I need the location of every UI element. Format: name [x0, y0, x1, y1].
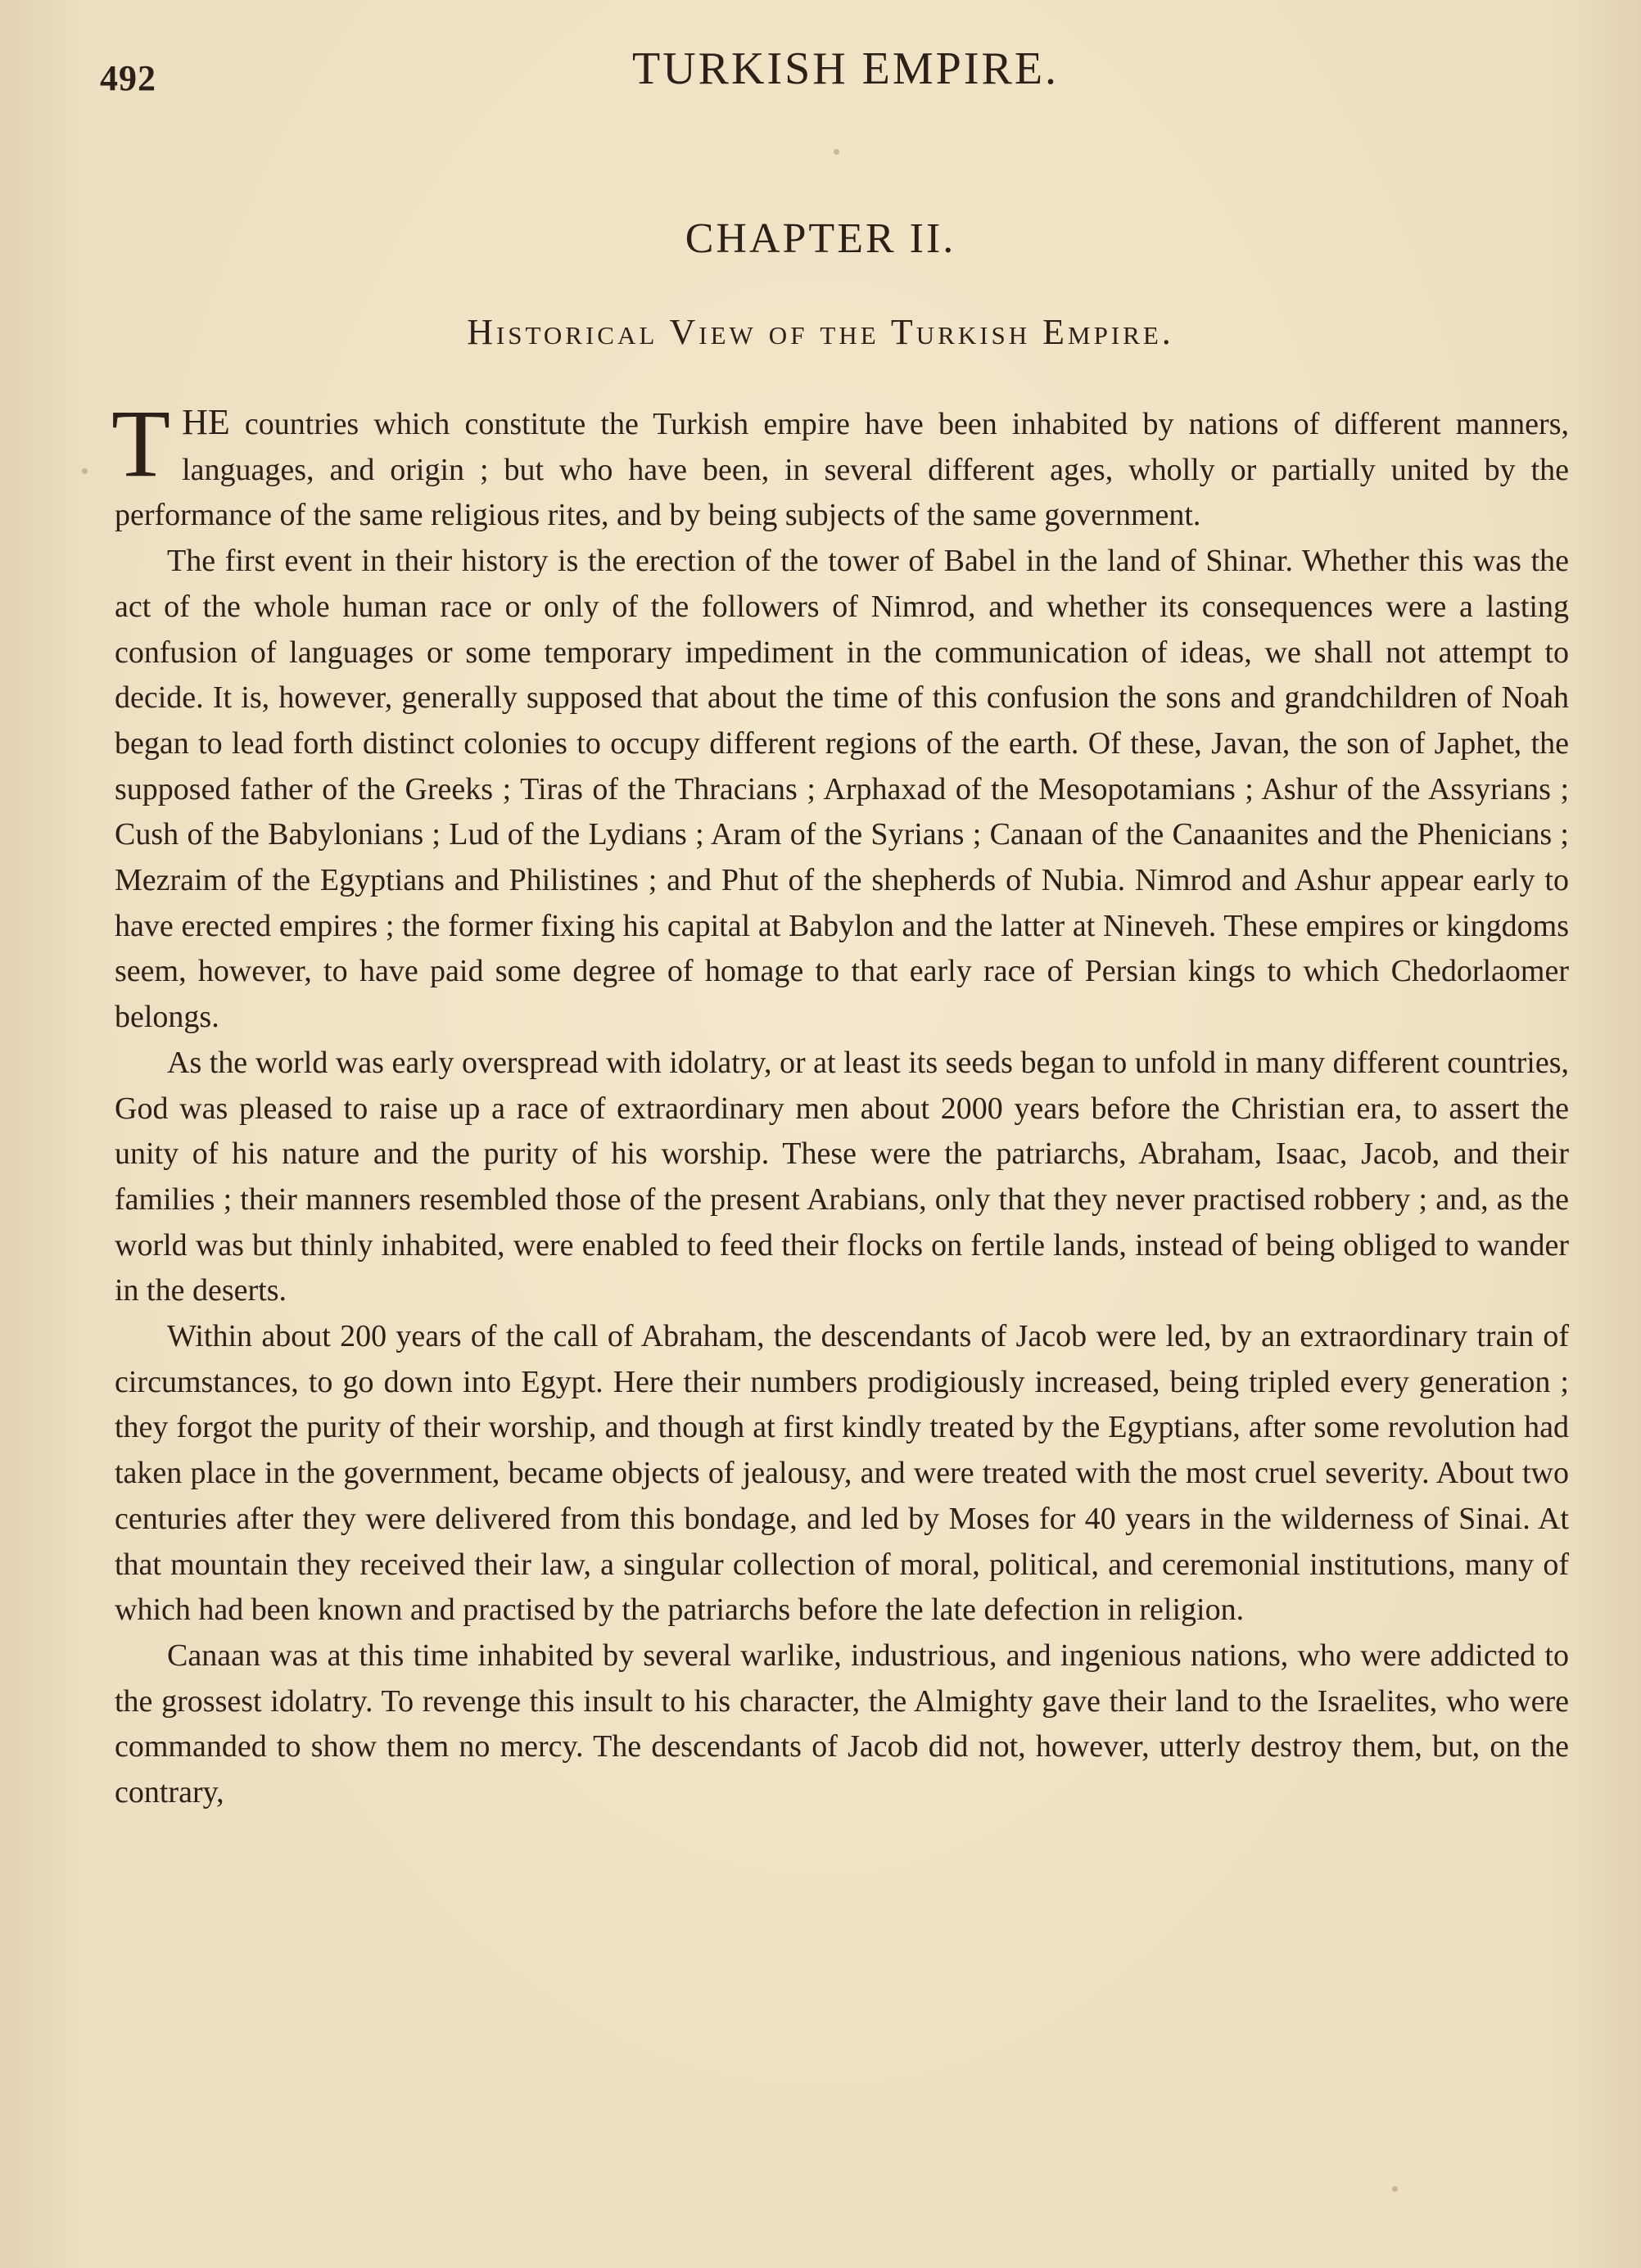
paper-spot: [1392, 2186, 1398, 2192]
paragraph-1-text: countries which constitute the Turkish empire have been inhabited by nations of different manners, languages, and origin ; but who have been, in several different ages, wholly or partially united by the performance of the same religious rites, and by being subjects of the same government.: [115, 407, 1569, 533]
running-title: TURKISH EMPIRE.: [632, 43, 1060, 94]
paragraph-5: Canaan was at this time inhabited by several warlike, industrious, and ingenious nations, who were addicted to the grossest idolatry. To revenge this insult to his character, the Almighty gave their land to the Israelites, who were commanded to show them no mercy. The descendants of Jacob did not, however, utterly destroy them, but, on the contrary,: [115, 1638, 1569, 1810]
paragraph-3: As the world was early overspread with idolatry, or at least its seeds began to unfold in many different countries, God was pleased to raise up a race of extraordinary men about 2000 years before the Christian era, to assert the unity of his nature and the purity of his worship. These were the patriarchs, Abraham, Isaac, Jacob, and their families ; their manners resembled those of the present Arabians, only that they never practised robbery ; and, as the world was but thinly inhabited, were enabled to feed their flocks on fertile lands, instead of being obliged to wander in the deserts.: [115, 1045, 1569, 1308]
paper-spot: [834, 149, 839, 155]
section-title: Historical View of the Turkish Empire.: [467, 312, 1174, 352]
page-number: 492: [100, 58, 156, 98]
paragraph-2: The first event in their history is the erection of the tower of Babel in the land of Shinar. Whether this was the act of the whole human race or only of the followers of Nimrod, and whether its consequences were a lasting confusion of languages or some temporary impediment in the communication of ideas, we shall not attempt to decide. It is, however, generally supposed that about the time of this confusion the sons and grandchildren of Noah began to lead forth distinct colonies to occupy different regions of the earth. Of these, Javan, the son of Japhet, the supposed father of the Greeks ; Tiras of the Thracians ; Arphaxad of the Mesopotamians ; Ashur of the Assyrians ; Cush of the Babylonians ; Lud of the Lydians ; Aram of the Syrians ; Canaan of the Canaanites and the Phenicians ; Mezraim of the Egyptians and Philistines ; and Phut of the shepherds of Nubia. Nimrod and Ashur appear early to have erected empires ; the former fixing his capital at Babylon and the latter at Nineveh. These empires or kingdoms seem, however, to have paid some degree of homage to that early race of Persian kings to which Chedorlaomer belongs.: [115, 544, 1569, 1035]
paragraph-4: Within about 200 years of the call of Abraham, the descendants of Jacob were led, by an extraordinary train of circumstances, to go down into Egypt. Here their numbers prodigiously increased, being tripled every generation ; they forgot the purity of their worship, and though at first kindly treated by the Egyptians, after some revolution had taken place in the government, became objects of jealousy, and were treated with the most cruel severity. About two centuries after they were delivered from this bondage, and led by Moses for 40 years in the wilderness of Sinai. At that mountain they received their law, a singular collection of moral, political, and ceremonial institutions, many of which had been known and practised by the patriarchs before the late defection in religion.: [115, 1319, 1569, 1628]
paper-spot: [82, 468, 88, 474]
running-head: [100, 43, 1574, 100]
drop-cap: T: [111, 390, 171, 497]
paragraph-1: [111, 390, 1569, 539]
paragraph-1-lead: HE: [182, 402, 230, 442]
chapter-title: CHAPTER II.: [685, 215, 956, 262]
body-text: [111, 390, 1569, 1816]
